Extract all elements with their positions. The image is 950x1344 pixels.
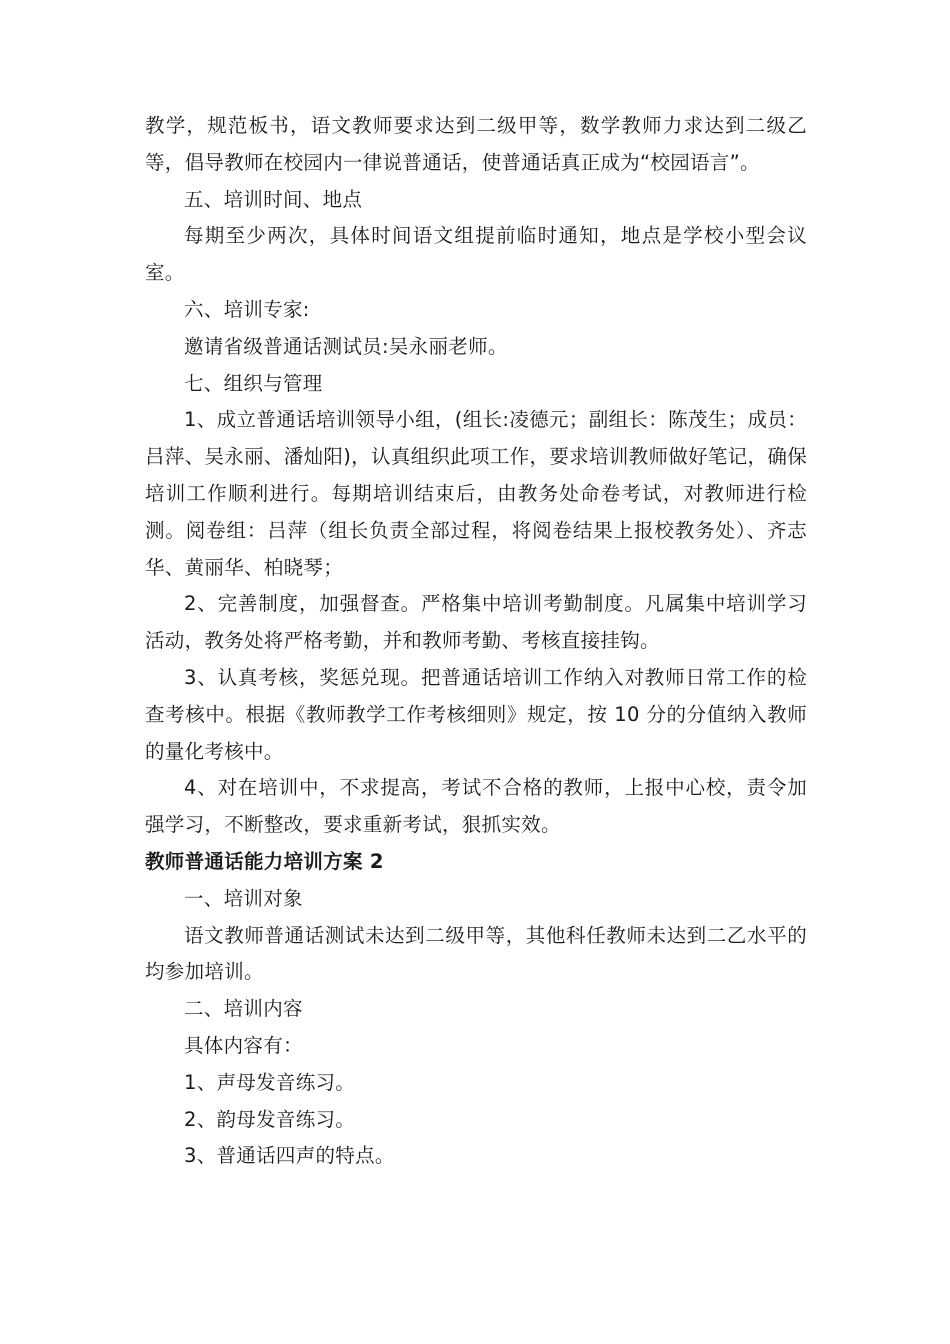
paragraph-organization-2: 2、完善制度，加强督查。严格集中培训考勤制度。凡属集中培训学习活动，教务处将严格考勤，并和教师考勤、考核直接挂钩。 — [145, 592, 807, 653]
section-heading-target: 一、培训对象 — [184, 886, 303, 910]
section-heading-experts: 六、培训专家: — [184, 297, 310, 321]
paragraph-continuation: 教学，规范板书，语文教师要求达到二级甲等，数学教师力求达到二级乙等，倡导教师在校园内一律说普通话，使普通话真正成为“校园语言”。 — [145, 114, 807, 174]
list-item-content-2: 2、韵母发音练习。 — [184, 1107, 356, 1131]
paragraph-content-intro: 具体内容有： — [184, 1033, 303, 1057]
section-heading-organization: 七、组织与管理 — [184, 371, 323, 395]
paragraph-time-place: 每期至少两次，具体时间语文组提前临时通知，地点是学校小型会议室。 — [145, 224, 807, 285]
paragraph-experts: 邀请省级普通话测试员:吴永丽老师。 — [184, 334, 508, 358]
section-heading-time-place: 五、培训时间、地点 — [184, 187, 363, 211]
document-body — [145, 108, 807, 1175]
section-heading-content: 二、培训内容 — [184, 997, 303, 1021]
paragraph-organization-3: 3、认真考核，奖惩兑现。把普通话培训工作纳入对教师日常工作的检查考核中。根据《教师教学工作考核细则》规定，按 10 分的分值纳入教师的量化考核中。 — [145, 665, 807, 763]
document-section-title: 教师普通话能力培训方案 2 — [145, 849, 384, 873]
paragraph-organization-4: 4、对在培训中，不求提高，考试不合格的教师，上报中心校，责令加强学习，不断整改，要求重新考试，狠抓实效。 — [145, 776, 807, 837]
list-item-content-1: 1、声母发音练习。 — [184, 1070, 356, 1094]
paragraph-organization-1: 1、成立普通话培训领导小组，(组长:凌德元；副组长：陈茂生；成员：吕萍、吴永丽、潘灿阳)，认真组织此项工作，要求培训教师做好笔记，确保培训工作顺利进行。每期培训结束后，由教务处命卷考试，对教师进行检测。阅卷组：吕萍（组长负责全部过程，将阅卷结果上报校教务处）、齐志华、黄丽华、柏晓琴； — [145, 408, 807, 579]
paragraph-target: 语文教师普通话测试未达到二级甲等，其他科任教师未达到二乙水平的均参加培训。 — [145, 923, 807, 984]
list-item-content-3: 3、普通话四声的特点。 — [184, 1144, 395, 1168]
